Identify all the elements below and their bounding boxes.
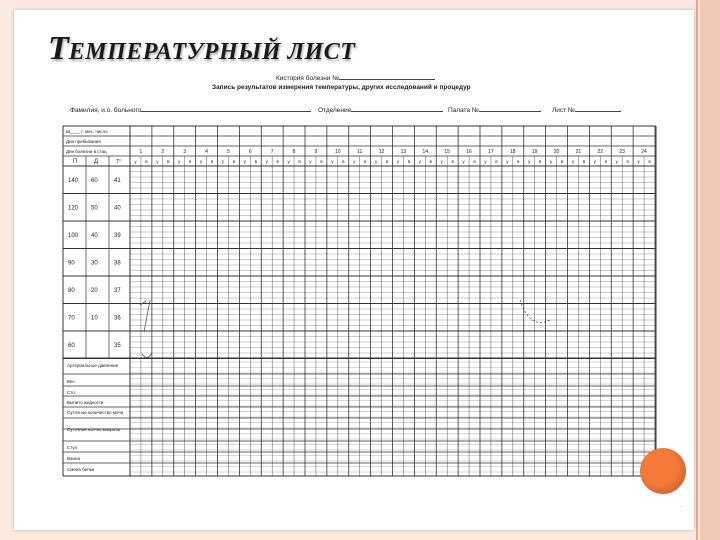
day-number: 6 bbox=[248, 149, 252, 155]
temperature-scale-label: 36 bbox=[114, 315, 121, 322]
temperature-column-header: Т° bbox=[116, 159, 122, 165]
evening-mark: в bbox=[320, 159, 323, 164]
bottom-row-label: Смена белья bbox=[67, 467, 95, 472]
pulse-scale-label: 70 bbox=[68, 315, 75, 322]
morning-mark: у bbox=[418, 159, 421, 164]
pressure-scale-label: 40 bbox=[91, 233, 98, 239]
title-first-letter: Т bbox=[48, 30, 69, 67]
day-number: 9 bbox=[314, 149, 318, 155]
evening-mark: в bbox=[210, 159, 214, 164]
morning-mark: у bbox=[199, 159, 203, 164]
morning-mark: у bbox=[637, 159, 640, 164]
temperature-scale-label: 37 bbox=[114, 288, 121, 294]
bottom-row-label: Вес bbox=[67, 379, 75, 384]
day-number: 4 bbox=[205, 149, 208, 155]
bottom-row-label: Суточное количество мочи bbox=[67, 410, 124, 415]
day-number: 11 bbox=[357, 149, 363, 155]
temperature-scale-label: 38 bbox=[114, 260, 121, 267]
evening-mark: в bbox=[538, 159, 542, 164]
day-number: 22 bbox=[597, 149, 604, 155]
day-number: 1 bbox=[139, 149, 143, 155]
pulse-column-header: П bbox=[73, 159, 78, 165]
patient-label: Фамилия, и.о. больного bbox=[70, 107, 142, 114]
date-row-label: Ш____ г. мес. число bbox=[66, 129, 108, 134]
pressure-scale-label: 30 bbox=[91, 260, 98, 267]
pulse-scale-label: 140 bbox=[68, 178, 79, 184]
morning-mark: у bbox=[549, 159, 553, 164]
illness-days-label: Дни болезни в стац bbox=[66, 149, 107, 154]
evening-mark: в bbox=[582, 159, 586, 164]
morning-mark: у bbox=[331, 159, 334, 164]
evening-mark: в bbox=[560, 159, 564, 164]
temperature-scale-label: 41 bbox=[114, 178, 121, 184]
evening-mark: в bbox=[188, 159, 192, 164]
pen-mark bbox=[144, 300, 150, 332]
day-number: 17 bbox=[488, 149, 494, 155]
pulse-scale-label: 100 bbox=[68, 233, 79, 239]
evening-mark: в bbox=[363, 159, 367, 164]
day-number: 7 bbox=[270, 149, 274, 155]
bottom-row-label: Ванна bbox=[67, 456, 80, 461]
morning-mark: у bbox=[265, 159, 268, 164]
slide: ТЕМПЕРАТУРНЫЙ ЛИСТ Кистория болезни № Запись результатов измерения температуры, других исследований и процедур Фамилия, и.о. больного Отделение Палата № Лист № Ш____ г. мес. число Дни пребывания Дни болезни в стац П Д Т° 1 у в 2 у в 3 у в 4 у в 5 у в 6 у в 7 у в 8 у в 9 у в 10 у в 11 у в 12 у в 13 у в 14 у в 15 у в 16 у в 17 у в 18 у в 19 у в 20 у в 21 у в 22 у в 23 у в 24 у в 140 120 100 90 80 70 60 60 50 40 30 20 10 41 40 39 38 37 36 35 Артериальное давление Вес Сто: Выпито жидкости Суточное количество мочи Суточное кол-во мокроты Стул Ванна Смена белья . bbox=[0, 0, 720, 540]
morning-mark: у bbox=[309, 159, 312, 164]
evening-mark: в bbox=[429, 159, 432, 164]
bottom-row-label: Выпито жидкости bbox=[67, 400, 104, 405]
day-number: 24 bbox=[641, 149, 647, 155]
pulse-scale-label: 60 bbox=[68, 343, 75, 349]
department-label: Отделение bbox=[318, 107, 352, 114]
temperature-scale-label: 40 bbox=[114, 205, 121, 212]
form-subtitle: Запись результатов измерения температуры, других исследований и процедур bbox=[212, 84, 471, 91]
evening-mark: в bbox=[626, 159, 629, 164]
morning-mark: у bbox=[178, 159, 181, 164]
pressure-scale-label: 50 bbox=[91, 205, 98, 212]
morning-mark: у bbox=[440, 159, 443, 164]
ward-label: Палата № bbox=[448, 107, 479, 114]
evening-mark: в bbox=[407, 159, 411, 164]
day-number: 10 bbox=[335, 149, 341, 155]
bottom-row-label: Артериальное давление bbox=[67, 363, 119, 368]
evening-mark: в bbox=[298, 159, 301, 164]
morning-mark: у bbox=[134, 159, 137, 164]
pressure-scale-label: 10 bbox=[91, 315, 98, 322]
day-number: 14 bbox=[422, 149, 429, 155]
day-number: 21 bbox=[575, 149, 582, 155]
evening-mark: в bbox=[648, 159, 651, 164]
evening-mark: в bbox=[495, 159, 498, 164]
morning-mark: у bbox=[506, 159, 509, 164]
hospital-days-label: Дни пребывания bbox=[66, 139, 101, 144]
morning-mark: у bbox=[353, 159, 356, 164]
day-number: 15 bbox=[444, 149, 450, 155]
decorative-orange-circle bbox=[640, 448, 686, 494]
pressure-scale-label: 20 bbox=[91, 288, 98, 294]
pulse-scale-label: 80 bbox=[68, 288, 75, 294]
evening-mark: в bbox=[342, 159, 345, 164]
evening-mark: в bbox=[167, 159, 170, 164]
day-number: 16 bbox=[466, 149, 472, 155]
morning-mark: у bbox=[484, 159, 487, 164]
evening-mark: в bbox=[385, 159, 389, 164]
day-number: 12 bbox=[378, 149, 385, 155]
day-number: 5 bbox=[227, 149, 230, 155]
pulse-scale-label: 120 bbox=[68, 205, 79, 212]
bottom-row-label: Стул bbox=[67, 445, 78, 450]
evening-mark: в bbox=[232, 159, 236, 164]
day-number: 8 bbox=[292, 149, 296, 155]
evening-mark: в bbox=[473, 159, 476, 164]
sheet-label: Лист № bbox=[552, 107, 575, 114]
evening-mark: в bbox=[604, 159, 607, 164]
morning-mark: у bbox=[615, 159, 618, 164]
day-number: 20 bbox=[553, 149, 560, 155]
pressure-scale-label: 60 bbox=[91, 178, 98, 184]
day-number: 18 bbox=[510, 149, 516, 155]
morning-mark: у bbox=[243, 159, 246, 164]
day-number: 13 bbox=[400, 149, 407, 155]
temperature-scale-label: 35 bbox=[114, 343, 121, 349]
history-label: Кистория болезни № bbox=[276, 75, 340, 82]
title-rest: ЕМПЕРАТУРНЫЙ ЛИСТ bbox=[68, 39, 356, 65]
temperature-scale-label: 39 bbox=[114, 233, 121, 239]
evening-mark: в bbox=[517, 159, 520, 164]
day-number: 3 bbox=[183, 149, 187, 155]
evening-mark: в bbox=[145, 159, 148, 164]
morning-mark: у bbox=[287, 159, 290, 164]
pen-mark bbox=[142, 352, 152, 358]
pulse-scale-label: 90 bbox=[68, 260, 75, 267]
day-number: 19 bbox=[531, 149, 538, 155]
morning-mark: у bbox=[528, 159, 531, 164]
morning-mark: у bbox=[462, 159, 465, 164]
evening-mark: в bbox=[451, 159, 454, 164]
morning-mark: у bbox=[593, 159, 596, 164]
bottom-row-label: Суточное кол-во мокроты bbox=[67, 427, 121, 432]
morning-mark: у bbox=[396, 159, 400, 164]
morning-mark: у bbox=[156, 159, 159, 164]
morning-mark: у bbox=[374, 159, 378, 164]
bottom-row-label: Сто: bbox=[67, 390, 77, 395]
morning-mark: у bbox=[221, 159, 225, 164]
pressure-column-header: Д bbox=[94, 159, 99, 165]
day-number: 23 bbox=[619, 149, 625, 155]
day-number: 2 bbox=[161, 149, 165, 155]
morning-mark: у bbox=[571, 159, 575, 164]
evening-mark: в bbox=[254, 159, 257, 164]
evening-mark: в bbox=[276, 159, 279, 164]
